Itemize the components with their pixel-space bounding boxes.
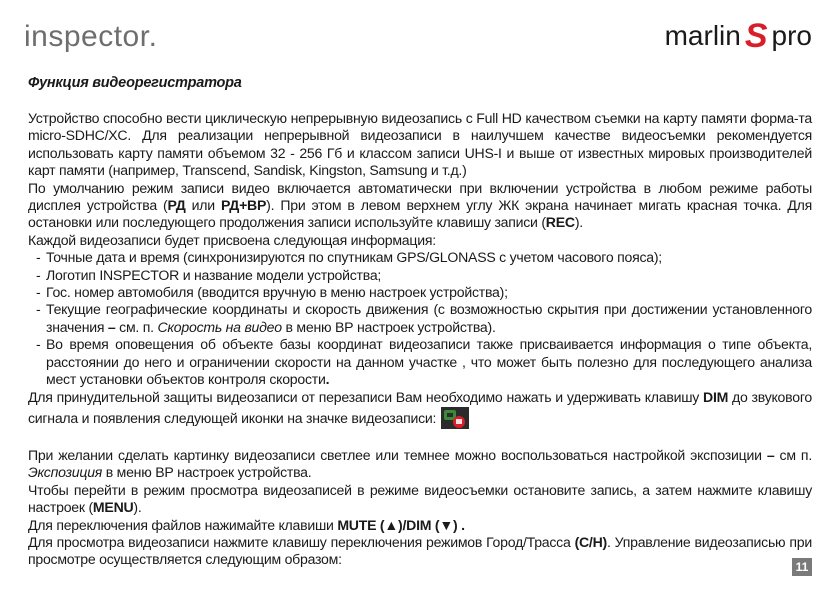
- paragraph-file-switch: [28, 517, 812, 534]
- paragraph-text: Устройство способно вести циклическую непрерывную видеозапись с Full HD качеством съемки на карту памяти форма-та micro-SDHC/XC. Для реализации непрерывной видеозаписи в наилучшем качестве видеосъемки рекомендуется использовать карту памяти объемом 32 - 256 Гб и классом записи UHS-I и выше от известных мировых производителей карт памяти (например, Transcend, Sandisk, Kingston, Samsung и т.д.): [28, 110, 812, 179]
- section-title: Функция видеорегистратора: [28, 75, 242, 91]
- paragraph-text: . Управление видеозаписью при просмотре осуществляется следующим образом:: [28, 533, 812, 568]
- paragraph-info-intro: [28, 232, 812, 249]
- period: .: [325, 371, 330, 388]
- list-item: [36, 301, 812, 336]
- dash: –: [766, 446, 775, 463]
- page-number-badge: 11: [792, 558, 812, 576]
- paragraph-playback-control: [28, 534, 812, 569]
- paragraph-card-requirements: [28, 110, 812, 180]
- list-item-text: Логотип INSPECTOR и название модели устройства;: [46, 266, 382, 283]
- paragraph-playback-mode: [28, 482, 812, 517]
- list-item: [36, 336, 812, 388]
- list-item: [36, 267, 812, 284]
- paragraph-text: до звукового сигнала и появления следующей иконки на значке видеозаписи:: [28, 388, 812, 426]
- list-item: [36, 284, 812, 301]
- key-label-dim: DIM: [703, 388, 729, 405]
- marlin-s-pro-logo: [665, 16, 812, 56]
- dash: –: [107, 318, 116, 335]
- page-content: [28, 74, 812, 569]
- logo-word-pro: pro: [771, 20, 812, 51]
- paragraph-text: При желании сделать картинку видеозаписи светлее или темнее можно воспользоваться настройкой экспозиции: [28, 446, 767, 463]
- rec-lock-icon: [440, 406, 470, 430]
- menu-reference: Скорость на видео: [157, 318, 282, 335]
- key-label-ch: (C/H): [574, 533, 607, 550]
- list-item-text: Во время оповещения об объекте базы координат видеозаписи также присваивается информация о типе объекта, расстоянии до него и ограничении скорости на данном участке , что может быть полезно для последующего анализа мест установки объектов контроля скорости: [46, 336, 812, 388]
- list-item-text: см. п.: [115, 318, 158, 335]
- key-label-mute-dim: MUTE (▲)/DIM (▼) .: [337, 516, 465, 533]
- logo-word-marlin: marlin: [664, 20, 741, 51]
- paragraph-exposure: [28, 447, 812, 482]
- video-info-list: [28, 249, 812, 388]
- logo-s-mark: S: [744, 17, 768, 55]
- paragraph-text: По умолчанию режим записи видео включается автоматически при включении устройства в любом режиме работы дисплея устройства (: [28, 179, 812, 214]
- inspector-logo: inspector.: [24, 20, 158, 53]
- paragraph-text: или: [185, 197, 222, 214]
- menu-reference: Экспозиция: [28, 464, 103, 481]
- mode-label-rd-vr: РД+ВР: [221, 197, 267, 214]
- spacer: [28, 430, 812, 447]
- list-item-text: Текущие географические координаты и скорость движения (с возможностью скрытия при достижении установленного значения: [46, 301, 812, 335]
- paragraph-text: ).: [133, 499, 142, 516]
- paragraph-text: Для переключения файлов нажимайте клавиши: [28, 516, 338, 533]
- paragraph-auto-recording: [28, 180, 812, 232]
- list-item-text: Точные дата и время (синхронизируются по спутникам GPS/GLONASS с учетом часового пояса);: [46, 249, 662, 266]
- paragraph-text: ). При этом в левом верхнем углу ЖК экрана начинает мигать красная точка. Для остановки или последующего продолжения записи используйте клавишу записи (: [28, 197, 812, 231]
- mode-label-rd: РД: [167, 197, 186, 214]
- paragraph-file-protection: [28, 389, 812, 430]
- paragraph-text: см п.: [774, 446, 812, 463]
- paragraph-text: ).: [574, 214, 583, 231]
- paragraph-text: Чтобы перейти в режим просмотра видеозаписей в режиме видеосъемки остановите запись, а затем нажмите клавишу настроек (: [28, 481, 812, 516]
- paragraph-text: Для принудительной защиты видеозаписи от перезаписи Вам необходимо нажать и удерживать клавишу: [28, 388, 704, 405]
- paragraph-text: Каждой видеозаписи будет присвоена следующая информация:: [28, 231, 436, 248]
- key-label-rec: REC: [545, 214, 575, 231]
- paragraph-text: в меню ВР настроек устройства.: [102, 464, 312, 481]
- key-label-menu: MENU: [92, 499, 134, 516]
- list-item-text: в меню ВР настроек устройства).: [281, 318, 496, 335]
- list-item: [36, 249, 812, 266]
- list-item-text: Гос. номер автомобиля (вводится вручную в меню настроек устройства);: [46, 284, 508, 301]
- paragraph-text: Для просмотра видеозаписи нажмите клавишу переключения режимов Город/Трасса: [28, 533, 575, 550]
